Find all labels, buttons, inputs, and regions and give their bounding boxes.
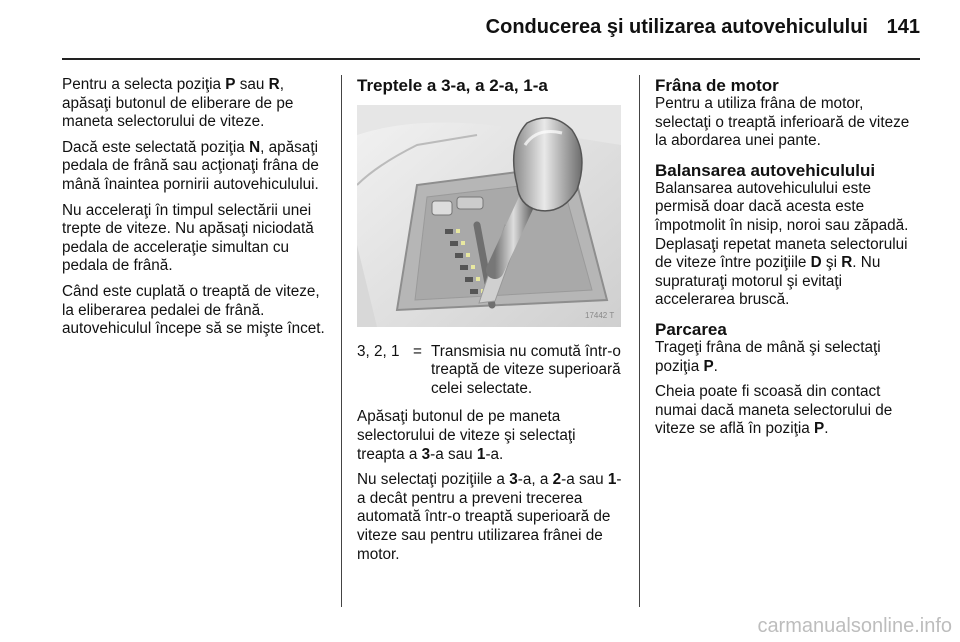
paragraph-rocking: Balansarea autovehiculului este permisă doar dacă acesta este împotmolit în nisip, noroi sau zăpadă. Deplasaţi repetat maneta selectorului de viteze între poziţiile D şi R. Nu supraturaţi motorul şi evitaţi accelerarea bruscă. xyxy=(655,179,909,309)
paragraph-gear-engaged: Când este cuplată o treaptă de viteze, la eliberarea pedalei de frână. autovehiculul începe să se mişte încet. xyxy=(62,282,325,338)
section-heading-parking: Parcarea xyxy=(655,319,727,339)
column-2 xyxy=(357,76,623,571)
paragraph-parking-brake: Trageţi frâna de mână şi selectaţi poziţia P. xyxy=(655,338,881,375)
figure-code: 17442 T xyxy=(585,311,615,320)
column-3 xyxy=(655,76,923,446)
definition-description: Transmisia nu comută într-o treaptă de viteze superioară celei selectate. xyxy=(431,342,621,397)
section-heading-rocking: Balansarea autovehiculului xyxy=(655,160,876,180)
column-1 xyxy=(62,76,334,346)
column-divider-2 xyxy=(639,75,640,607)
paragraph-select-n: Dacă este selectată poziţia N, apăsaţi pedala de frână sau acţionaţi frâna de mână înaintea pornirii autovehiculului. xyxy=(62,138,319,193)
section-heading-gears: Treptele a 3-a, a 2-a, 1-a xyxy=(357,76,548,95)
definition-separator: = xyxy=(413,342,422,360)
paragraph-select-p-r: Pentru a selecta poziţia P sau R, apăsaţi butonul de eliberare de pe maneta selectorului de viteze. xyxy=(62,76,294,131)
definition-term: 3, 2, 1 xyxy=(357,342,400,360)
paragraph-do-not-select: Nu selectaţi poziţiile a 3-a, a 2-a sau 1-a decât pentru a preveni trecerea automată într-o treaptă superioară de viteze sau pentru utilizarea frânei de motor. xyxy=(357,471,622,563)
running-header: Conducerea şi utilizarea autovehiculului xyxy=(485,16,868,38)
paragraph-no-accelerate: Nu acceleraţi în timpul selectării unei trepte de viteze. Nu apăsaţi niciodată pedala de acceleraţie simultan cu pedala de frână. xyxy=(62,201,314,275)
column-divider-1 xyxy=(341,75,342,607)
paragraph-engine-brake: Pentru a utiliza frâna de motor, selectaţi o treaptă inferioară de viteze la abordarea unei pante. xyxy=(655,95,910,150)
section-heading-engine-brake: Frâna de motor xyxy=(655,76,779,95)
header-rule xyxy=(62,58,920,60)
watermark: carmanualsonline.info xyxy=(757,615,952,637)
gear-selector-illustration xyxy=(357,105,621,327)
definition-row xyxy=(357,343,623,399)
paragraph-press-button: Apăsaţi butonul de pe maneta selectorului de viteze şi selectaţi treapta a 3-a sau 1-a. xyxy=(357,408,576,463)
paragraph-key-removal: Cheia poate fi scoasă din contact numai dacă maneta selectorului de viteze se află în poziţia P. xyxy=(655,383,893,438)
page-number: 141 xyxy=(886,16,920,38)
